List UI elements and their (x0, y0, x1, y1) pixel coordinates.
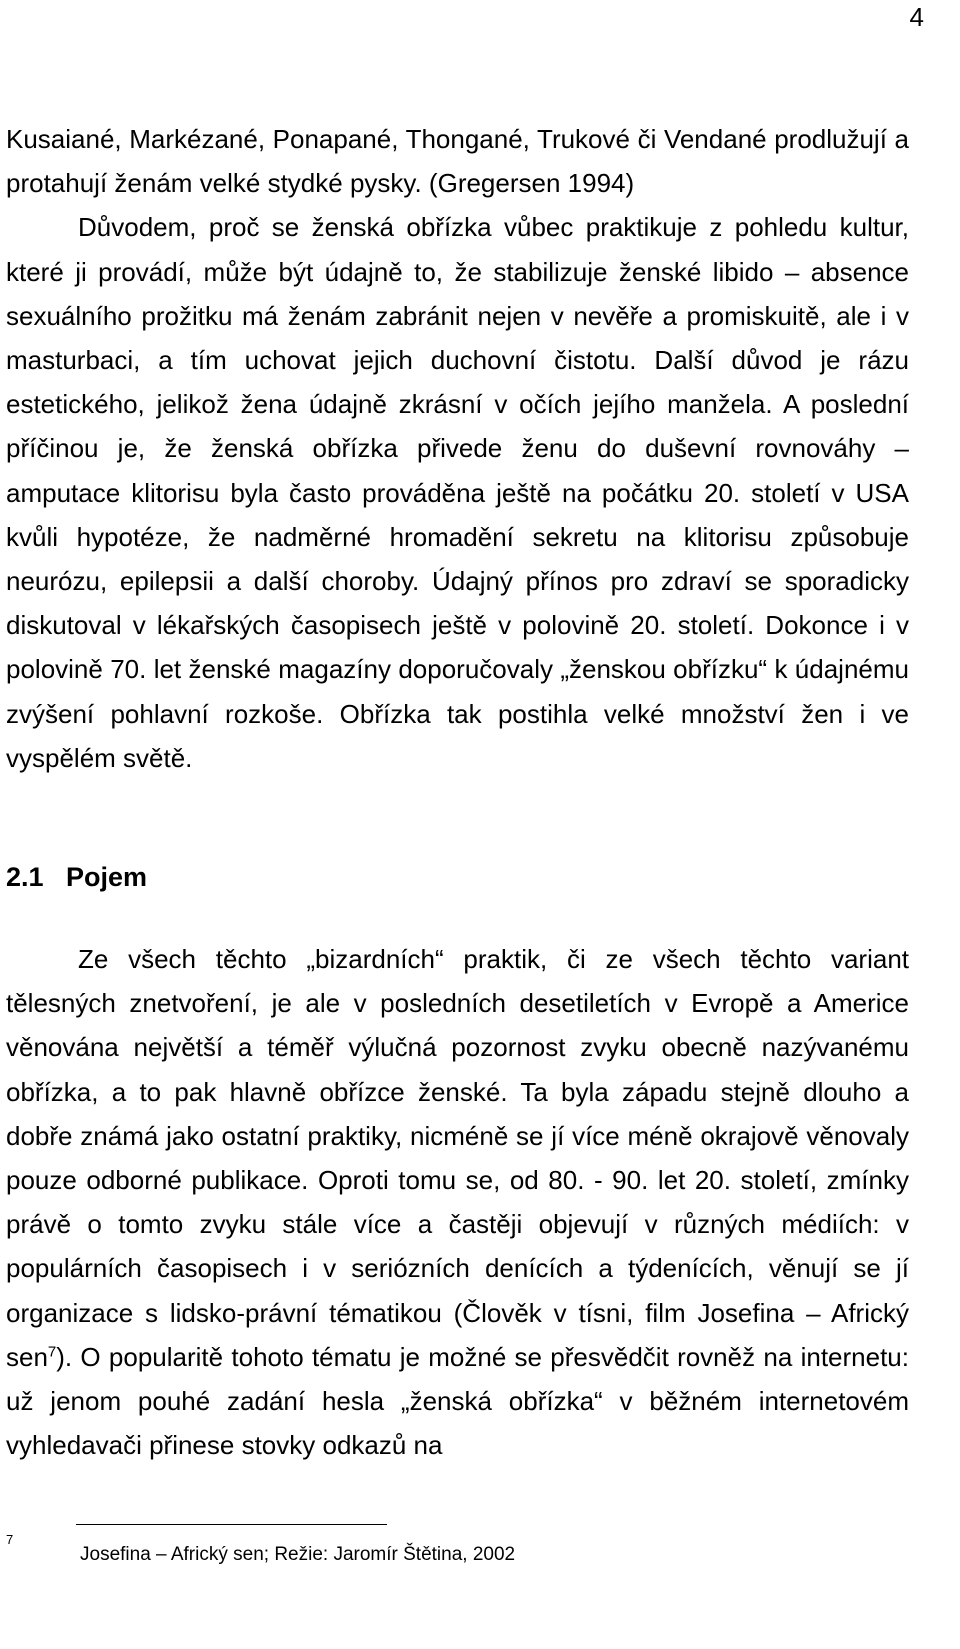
body-text-section (6, 937, 909, 1467)
paragraph-text: Ze všech těchto „bizardních“ praktik, či ze všech těchto variant tělesných znetvoření, je ale v posledních desetiletích v Evropě a Americe věnována největší a téměř výlučná pozornost zvyku obecně nazývanému obřízka, a to pak hlavně obřízce ženské. Ta byla západu stejně dlouho a dobře známá jako ostatní praktiky, nicméně se jí více méně okrajově věnovaly pouze odborné publikace. Oproti tomu se, od 80. - 90. let 20. století, zmínky právě o tomto zvyku stále více a častěji objevují v různých médiích: v populárních časopisech i v seriózních denících a týdenících, věnují se jí organizace s lidsko-právní tématikou (Člověk v tísni, film Josefina – Africký sen (6, 944, 909, 1372)
paragraph: Důvodem, proč se ženská obřízka vůbec praktikuje z pohledu kultur, které ji provádí, může být údajně to, že stabilizuje ženské libido – absence sexuálního prožitku má ženám zabránit nejen v nevěře a promiskuitě, ale i v masturbaci, a tím uchovat jejich duchovní čistotu. Další důvod je rázu estetického, jelikož žena údajně zkrásní v očích jejího manžela. A poslední příčinou je, že ženská obřízka přivede ženu do duševní rovnováhy – amputace klitorisu byla často prováděna ještě na počátku 20. století v USA kvůli hypotéze, že nadměrné hromadění sekretu na klitorisu způsobuje neurózu, epilepsii a další choroby. Údajný přínos pro zdraví se sporadicky diskutoval v lékařských časopisech ještě v polovině 20. století. Dokonce i v polovině 70. let ženské magazíny doporučovaly „ženskou obřízku“ k údajnému zvýšení pohlavní rozkoše. Obřízka tak postihla velké množství žen i ve vyspělém světě. (6, 212, 909, 773)
page-number: 4 (909, 2, 924, 32)
section-title: Pojem (66, 862, 148, 892)
section-number: 2.1 (6, 862, 44, 892)
paragraph (6, 937, 909, 1467)
paragraph: Kusaiané, Markézané, Ponapané, Thongané, Trukové či Vendané prodlužují a protahují ženám velké stydké pysky. (Gregersen 1994) (6, 124, 909, 199)
footnote-mark: 7 (6, 1532, 14, 1547)
footnote-reference: 7 (47, 1343, 57, 1361)
section-heading (6, 862, 147, 893)
body-text-top (6, 117, 909, 780)
paragraph-text: ). O popularitě tohoto tématu je možné se přesvědčit rovněž na internetu: už jenom pouhé zadání hesla „ženská obřízka“ v běžném internetovém vyhledavači přinese stovky odkazů na (6, 1341, 909, 1461)
footnote-separator (76, 1524, 387, 1525)
footnote-text: Josefina – Africký sen; Režie: Jaromír Štětina, 2002 (80, 1544, 516, 1565)
